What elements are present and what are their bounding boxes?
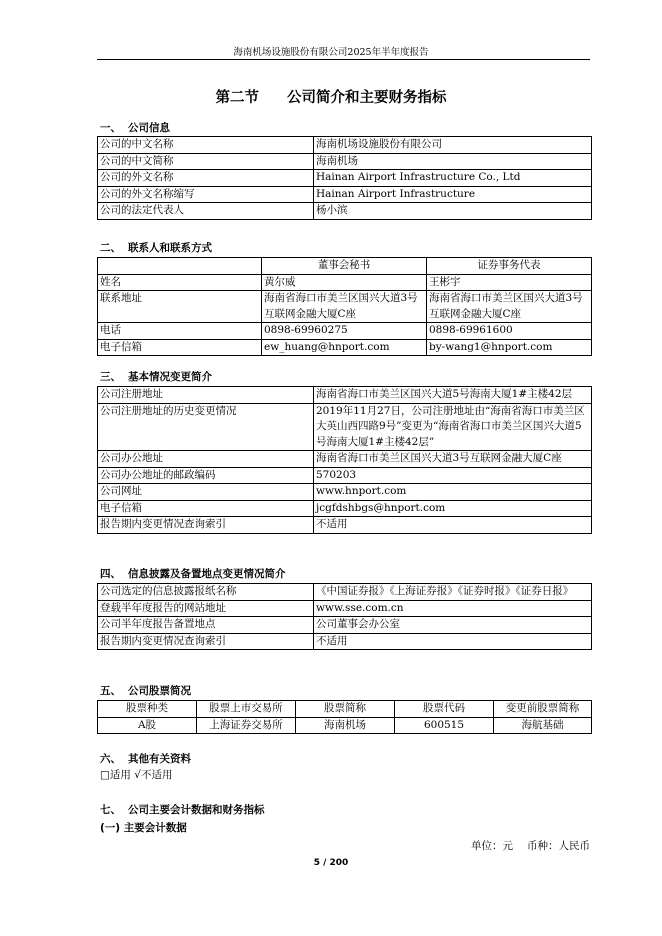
table-row: 姓名 黄尔威 王彬宇 — [98, 274, 592, 291]
table-row: 登载半年度报告的网站地址 www.sse.com.cn — [98, 600, 592, 617]
table-header-row: 董事会秘书 证券事务代表 — [98, 258, 592, 275]
table-row: 公司的法定代表人 杨小滨 — [98, 203, 592, 220]
subheading-accounting-data: (一) 主要会计数据 — [100, 822, 187, 834]
table-row: 公司的外文名称 Hainan Airport Infrastructure Co., Ltd — [98, 170, 592, 187]
table-row: 公司选定的信息披露报纸名称 《中国证券报》《上海证券报》《证券时报》《证券日报》 — [98, 584, 592, 601]
page-number: 5 / 200 — [313, 858, 349, 868]
option-not-applicable: √不适用 — [134, 769, 173, 781]
currency-label: 币种：人民币 — [527, 840, 590, 852]
heading-disclosure: 四、 信息披露及备置地点变更情况简介 — [100, 568, 286, 580]
section-name: 公司简介和主要财务指标 — [287, 90, 447, 106]
heading-company-info: 一、 公司信息 — [100, 122, 170, 134]
heading-basic-changes: 三、 基本情况变更简介 — [100, 371, 212, 383]
unit-line — [471, 838, 590, 853]
applicability-options — [100, 767, 172, 782]
table-row: 电话 0898-69960275 0898-69961600 — [98, 323, 592, 340]
table-row: 公司办公地址的邮政编码 570203 — [98, 467, 592, 484]
table-row: 公司半年度报告备置地点 公司董事会办公室 — [98, 617, 592, 634]
section-title — [0, 86, 662, 107]
header-rule — [97, 59, 590, 60]
table-row: 报告期内变更情况查询索引 不适用 — [98, 633, 592, 650]
option-applicable: □适用 — [100, 769, 131, 781]
table-row: 公司注册地址 海南省海口市美兰区国兴大道5号海南大厦1#主楼42层 — [98, 387, 592, 404]
unit-label: 单位：元 — [471, 840, 513, 852]
stock-table — [97, 700, 592, 734]
table-row: 电子信箱 ew_huang@hnport.com by-wang1@hnport.com — [98, 339, 592, 356]
page-header: 海南机场设施股份有限公司2025年半年度报告 — [233, 47, 429, 58]
contacts-table — [97, 257, 592, 356]
heading-financial: 七、 公司主要会计数据和财务指标 — [100, 804, 265, 816]
table-row: 公司的外文名称缩写 Hainan Airport Infrastructure — [98, 186, 592, 203]
company-info-table — [97, 136, 592, 220]
table-row: 公司的中文简称 海南机场 — [98, 153, 592, 170]
table-row: 公司办公地址 海南省海口市美兰区国兴大道3号互联网金融大厦C座 — [98, 451, 592, 468]
table-row: 报告期内变更情况查询索引 不适用 — [98, 517, 592, 534]
table-row: 联系地址 海南省海口市美兰区国兴大道3号互联网金融大厦C座 海南省海口市美兰区国兴大道3号互联网金融大厦C座 — [98, 291, 592, 323]
table-row: 电子信箱 jcgfdshbgs@hnport.com — [98, 500, 592, 517]
basic-changes-table — [97, 386, 592, 534]
heading-contacts: 二、 联系人和联系方式 — [100, 242, 212, 254]
table-row: 公司注册地址的历史变更情况 2019年11月27日，公司注册地址由“海南省海口市美兰区大英山西四路9号”变更为“海南省海口市美兰区国兴大道5号海南大厦1#主楼42层” — [98, 403, 592, 451]
heading-stock: 五、 公司股票简况 — [100, 685, 191, 697]
table-row: 公司的中文名称 海南机场设施股份有限公司 — [98, 137, 592, 154]
section-number: 第二节 — [215, 90, 259, 106]
table-row: 公司网址 www.hnport.com — [98, 484, 592, 501]
table-row: A股 上海证券交易所 海南机场 600515 海航基础 — [98, 717, 592, 734]
table-header-row: 股票种类 股票上市交易所 股票简称 股票代码 变更前股票简称 — [98, 701, 592, 718]
disclosure-table — [97, 583, 592, 650]
heading-other-info: 六、 其他有关资料 — [100, 753, 191, 765]
